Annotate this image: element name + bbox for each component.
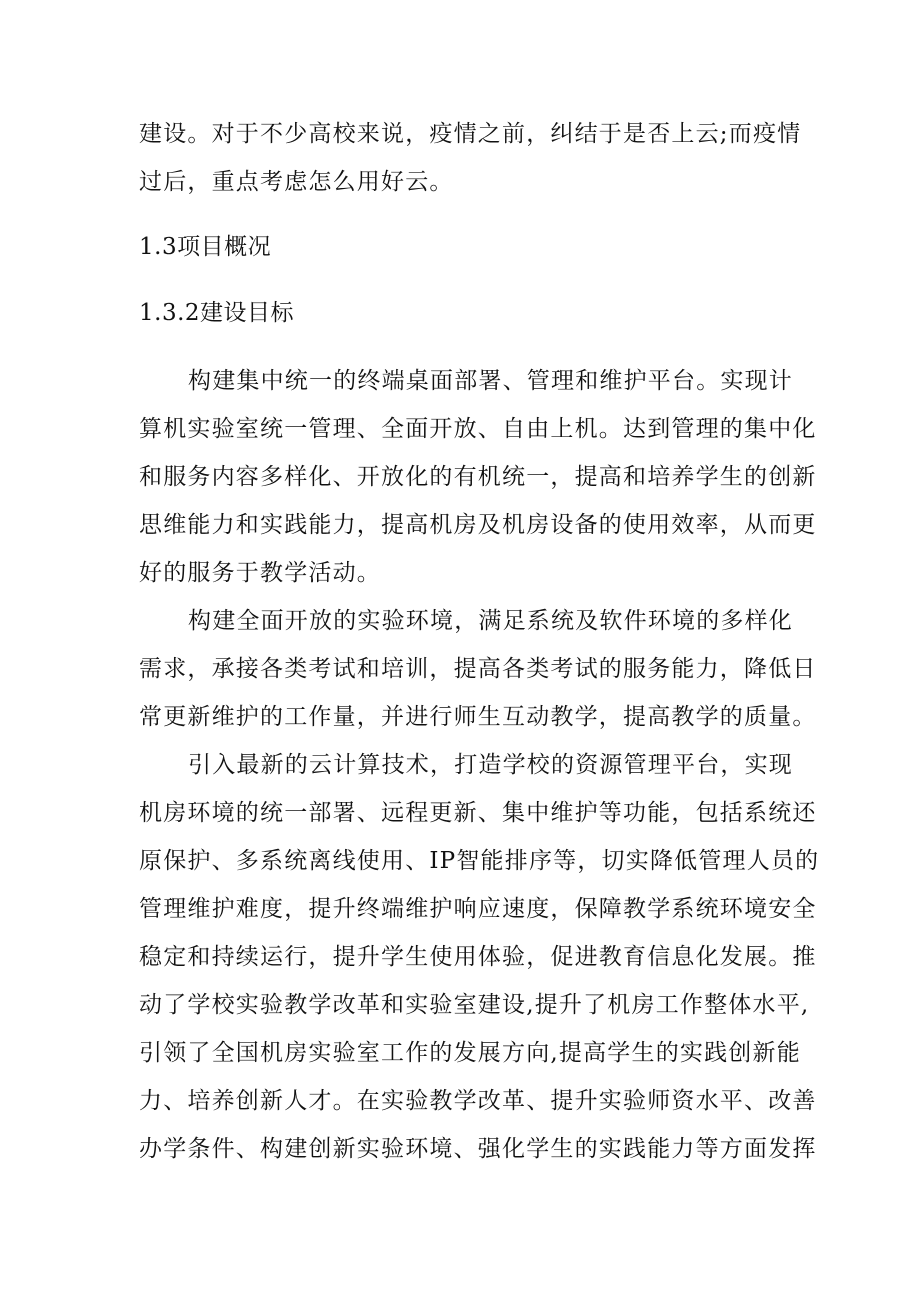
subsection-heading: 1.3.2建设目标 bbox=[139, 300, 295, 326]
paragraph-line: 原保护、多系统离线使用、IP智能排序等，切实降低管理人员的 bbox=[139, 848, 820, 874]
paragraph-line: 构建全面开放的实验环境，满足系统及软件环境的多样化 bbox=[188, 608, 793, 634]
paragraph-line: 管理维护难度，提升终端维护响应速度，保障教学系统环境安全 bbox=[139, 896, 817, 922]
paragraph-line: 思维能力和实践能力，提高机房及机房设备的使用效率，从而更 bbox=[139, 512, 817, 538]
paragraph-line: 好的服务于教学活动。 bbox=[139, 560, 381, 586]
paragraph-line: 动了学校实验教学改革和实验室建设,提升了机房工作整体水平, bbox=[139, 992, 810, 1018]
paragraph-line: 算机实验室统一管理、全面开放、自由上机。达到管理的集中化 bbox=[139, 416, 817, 442]
paragraph-line: 引领了全国机房实验室工作的发展方向,提高学生的实践创新能 bbox=[139, 1040, 801, 1066]
paragraph-line: 需求，承接各类考试和培训，提高各类考试的服务能力，降低日 bbox=[139, 656, 817, 682]
paragraph-line: 和服务内容多样化、开放化的有机统一，提高和培养学生的创新 bbox=[139, 464, 817, 490]
intro-line: 建设。对于不少高校来说，疫情之前，纠结于是否上云;而疫情 bbox=[139, 121, 802, 147]
paragraph-line: 构建集中统一的终端桌面部署、管理和维护平台。实现计 bbox=[188, 368, 793, 394]
paragraph-line: 稳定和持续运行，提升学生使用体验，促进教育信息化发展。推 bbox=[139, 944, 817, 970]
paragraph-line: 力、培养创新人才。在实验教学改革、提升实验师资水平、改善 bbox=[139, 1088, 817, 1114]
paragraph-line: 办学条件、构建创新实验环境、强化学生的实践能力等方面发挥 bbox=[139, 1136, 817, 1162]
paragraph-line: 机房环境的统一部署、远程更新、集中维护等功能，包括系统还 bbox=[139, 800, 817, 826]
intro-line: 过后，重点考虑怎么用好云。 bbox=[139, 169, 454, 195]
paragraph-line: 常更新维护的工作量，并进行师生互动教学，提高教学的质量。 bbox=[139, 704, 817, 730]
section-heading: 1.3项目概况 bbox=[139, 234, 272, 260]
paragraph-line: 引入最新的云计算技术，打造学校的资源管理平台，实现 bbox=[188, 752, 793, 778]
